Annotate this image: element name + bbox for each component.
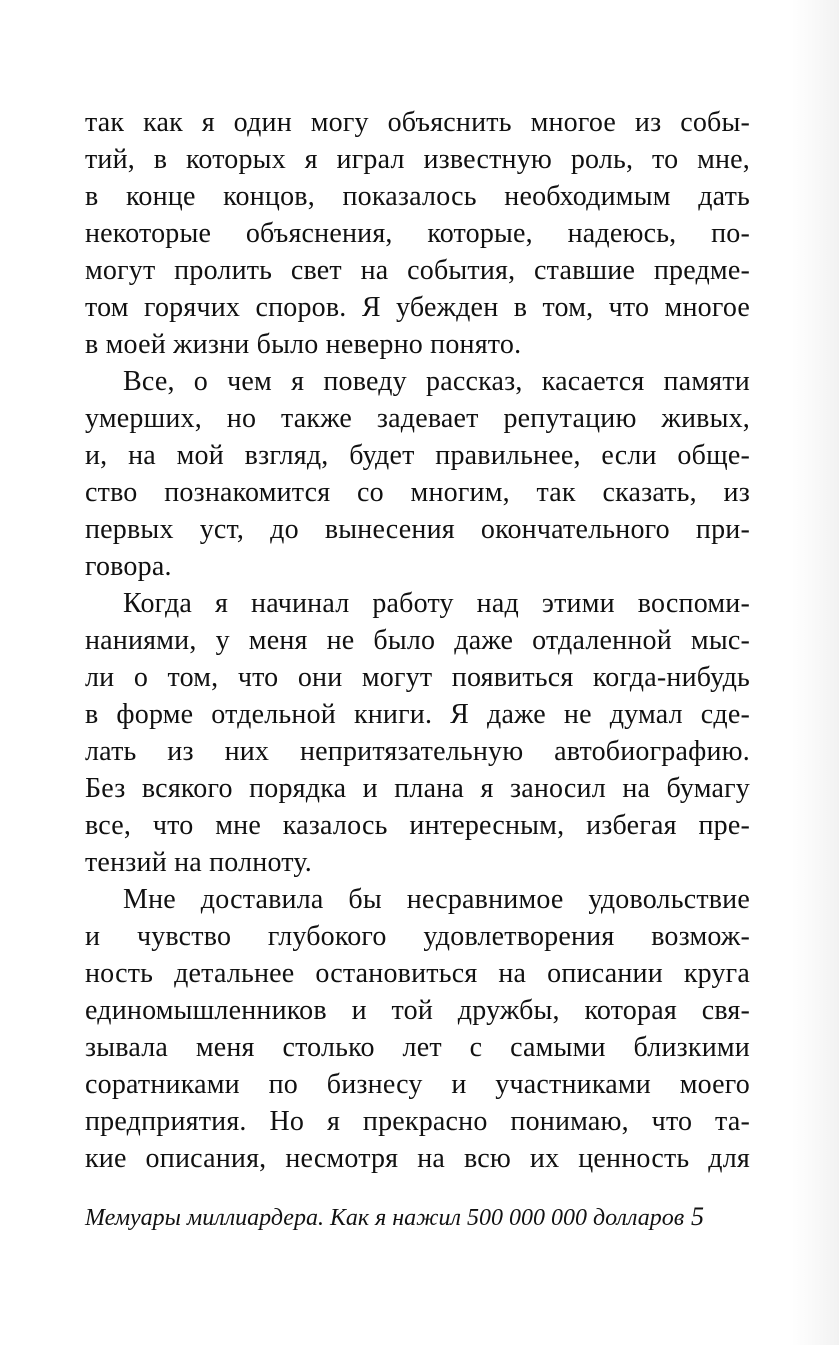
text-line: Без всякого порядка и плана я заносил на бумагу — [85, 773, 750, 804]
text-line: лать из них непритязательную автобиографию. — [85, 736, 750, 767]
text-line: говора. — [85, 551, 172, 582]
text-line: в моей жизни было неверно понято. — [85, 329, 522, 360]
text-line: и, на мой взгляд, будет правильнее, если обще- — [85, 440, 750, 471]
text-line: ли о том, что они могут появиться когда-нибудь — [85, 662, 750, 693]
text-line: единомышленников и той дружбы, которая свя- — [85, 995, 750, 1026]
text-line: тий, в которых я играл известную роль, то мне, — [85, 144, 750, 175]
running-title: Мемуары миллиардера. Как я нажил 500 000 000 долларов — [85, 1205, 685, 1231]
page-footer — [85, 1200, 750, 1235]
page-body-text — [85, 104, 750, 1177]
text-line: тензий на полноту. — [85, 847, 312, 878]
text-line: ность детальнее остановиться на описании круга — [85, 958, 750, 989]
paragraph — [85, 881, 750, 1177]
text-line: ство познакомится со многим, так сказать, из — [85, 477, 750, 508]
paragraph — [85, 104, 750, 363]
page-edge-shading — [791, 0, 839, 1345]
text-line: кие описания, несмотря на всю их ценность для — [85, 1143, 750, 1174]
text-line: и чувство глубокого удовлетворения возмож- — [85, 921, 750, 952]
text-line: в конце концов, показалось необходимым дать — [85, 181, 750, 212]
text-line: Когда я начинал работу над этими воспоми- — [123, 588, 750, 619]
page-number: 5 — [691, 1202, 704, 1231]
text-line: соратниками по бизнесу и участниками моего — [85, 1069, 750, 1100]
text-line: предприятия. Но я прекрасно понимаю, что та- — [85, 1106, 750, 1137]
text-line: все, что мне казалось интересным, избегая пре- — [85, 810, 750, 841]
text-line: могут пролить свет на события, ставшие предме- — [85, 255, 750, 286]
text-line: Все, о чем я поведу рассказ, касается памяти — [123, 366, 750, 397]
paragraph — [85, 363, 750, 585]
text-line: в форме отдельной книги. Я даже не думал сде- — [85, 699, 750, 730]
text-line: Мне доставила бы несравнимое удовольствие — [123, 884, 750, 915]
text-line: умерших, но также задевает репутацию живых, — [85, 403, 750, 434]
text-line: первых уст, до вынесения окончательного при- — [85, 514, 750, 545]
text-line: наниями, у меня не было даже отдаленной мыс- — [85, 625, 750, 656]
text-line: некоторые объяснения, которые, надеюсь, по- — [85, 218, 750, 249]
text-line: зывала меня столько лет с самыми близкими — [85, 1032, 750, 1063]
text-line: так как я один могу объяснить многое из собы- — [85, 107, 750, 138]
paragraph — [85, 585, 750, 881]
text-line: том горячих споров. Я убежден в том, что многое — [85, 292, 750, 323]
